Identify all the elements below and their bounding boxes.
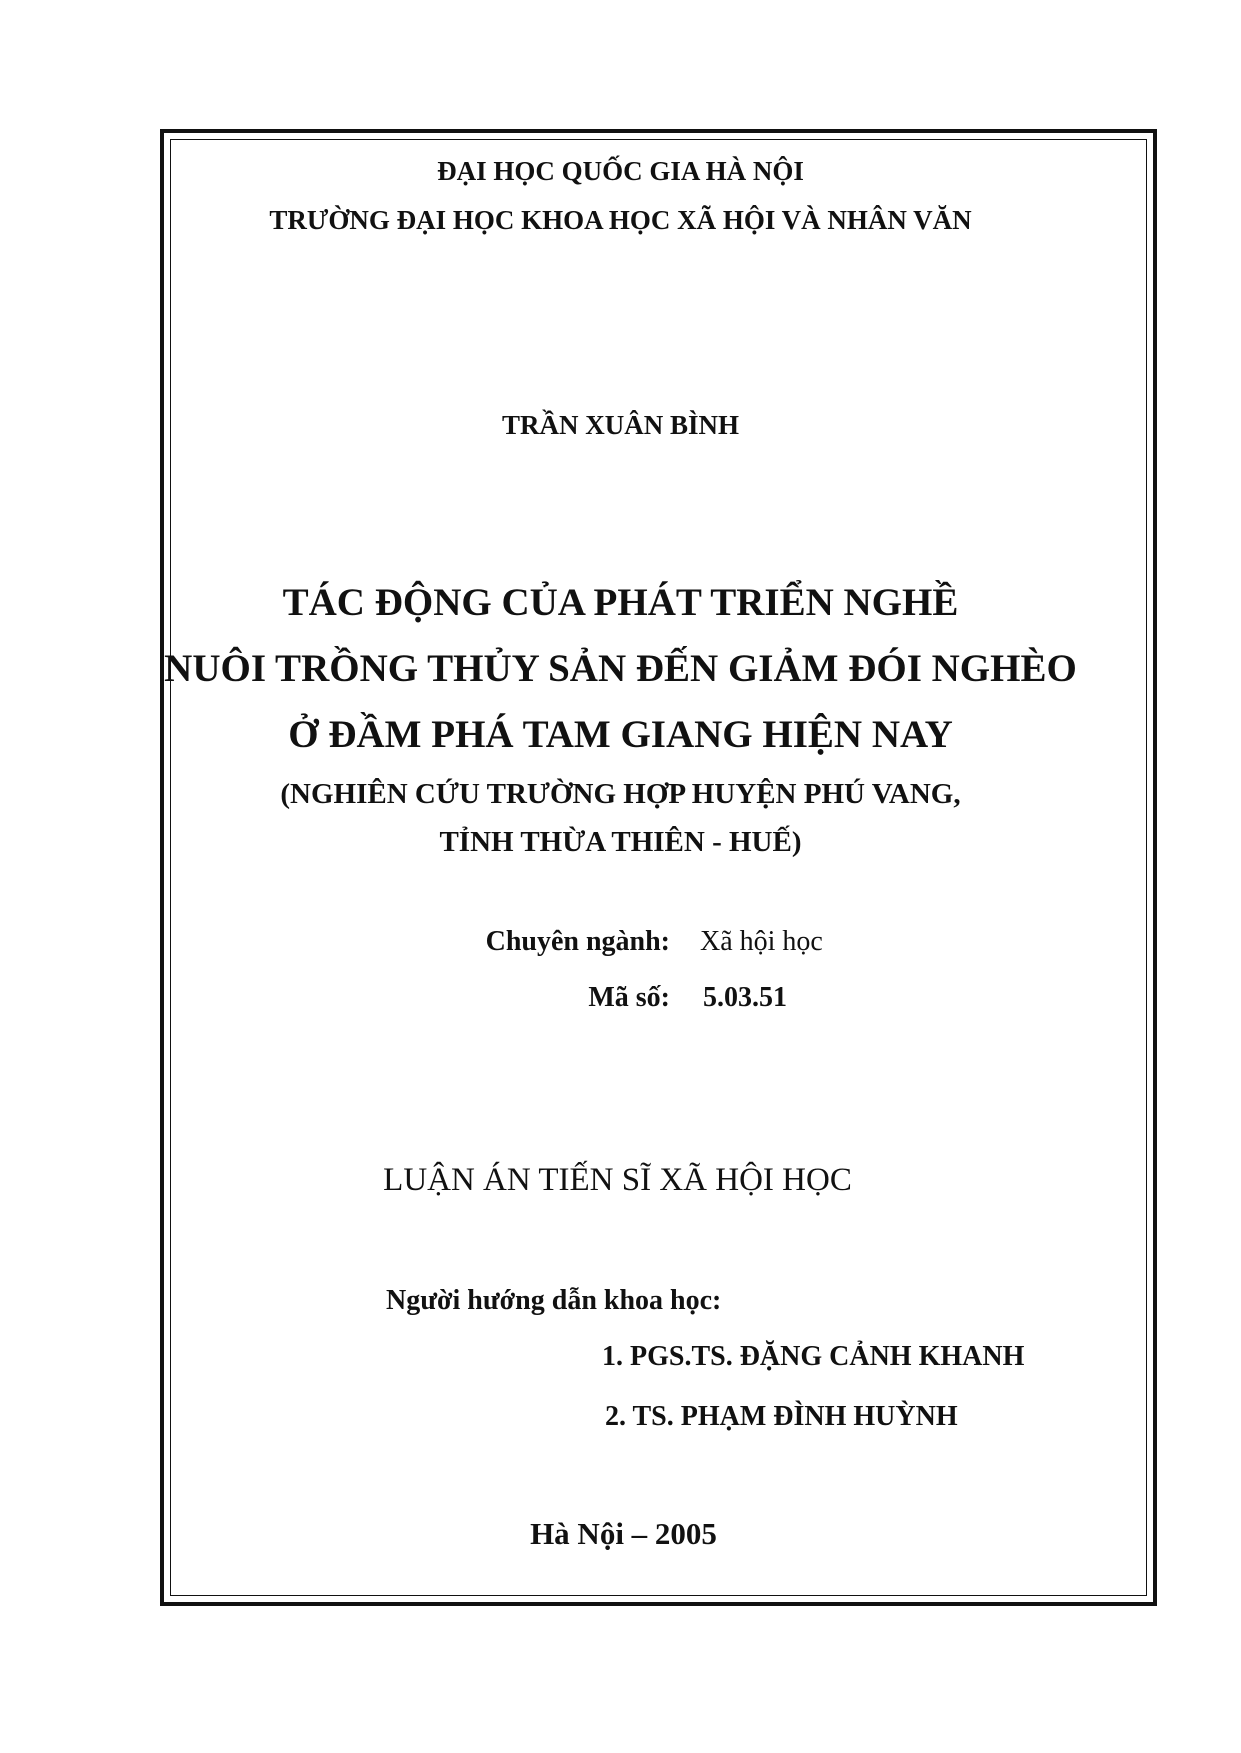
advisor-label: Người hướng dẫn khoa học: <box>386 1285 722 1316</box>
thesis-title-line-1: TÁC ĐỘNG CỦA PHÁT TRIỂN NGHỀ <box>282 581 959 624</box>
thesis-title-line-3: Ở ĐẦM PHÁ TAM GIANG HIỆN NAY <box>288 713 953 756</box>
code-label: Mã số: <box>588 982 670 1013</box>
page-border-inner <box>170 139 1147 1596</box>
advisor-item: 2. TS. PHẠM ĐÌNH HUỲNH <box>605 1401 958 1432</box>
advisor-item: 1. PGS.TS. ĐẶNG CẢNH KHANH <box>602 1341 1025 1372</box>
specialty-label: Chuyên ngành: <box>485 926 670 957</box>
specialty-value: Xã hội học <box>700 926 823 957</box>
page-border <box>160 129 1157 1606</box>
place-and-year: Hà Nội – 2005 <box>530 1516 717 1551</box>
thesis-subtitle-line-2: TỈNH THỪA THIÊN - HUẾ) <box>439 826 802 858</box>
author-name: TRẦN XUÂN BÌNH <box>501 410 739 440</box>
thesis-title-line-2: NUÔI TRỒNG THỦY SẢN ĐẾN GIẢM ĐÓI NGHÈO <box>164 647 1077 690</box>
university-name: ĐẠI HỌC QUỐC GIA HÀ NỘI <box>437 156 804 186</box>
degree-title: LUẬN ÁN TIẾN SĨ XÃ HỘI HỌC <box>383 1162 852 1198</box>
school-name: TRƯỜNG ĐẠI HỌC KHOA HỌC XÃ HỘI VÀ NHÂN VĂN <box>269 205 972 235</box>
code-value: 5.03.51 <box>703 982 787 1013</box>
thesis-subtitle-line-1: (NGHIÊN CỨU TRƯỜNG HỢP HUYỆN PHÚ VANG, <box>280 778 961 810</box>
